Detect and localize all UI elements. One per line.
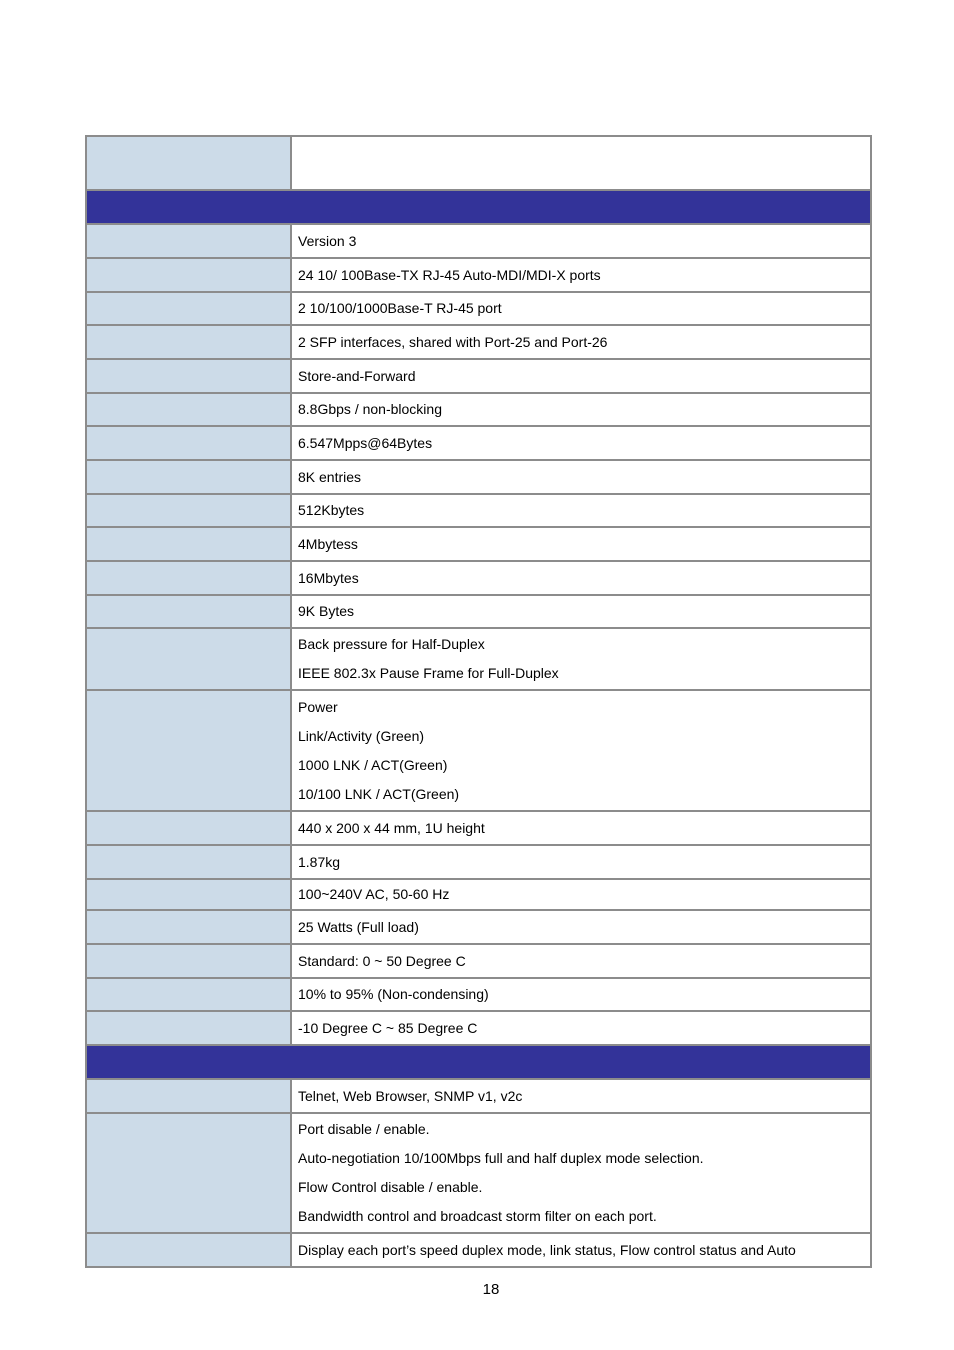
section-header-row — [86, 190, 871, 224]
spec-value-line: -10 Degree C ~ 85 Degree C — [298, 1019, 478, 1036]
spec-value-line: IEEE 802.3x Pause Frame for Full-Duplex — [298, 665, 559, 681]
spec-value-cell — [291, 292, 871, 325]
spec-label-cell — [86, 494, 291, 527]
spec-value-line: 2 10/100/1000Base-T RJ-45 port — [298, 300, 502, 316]
spec-label-cell — [86, 460, 291, 494]
spec-row — [86, 393, 871, 426]
spec-row — [86, 1233, 871, 1267]
spec-value-line: Power — [298, 698, 338, 715]
spec-label-cell — [86, 1079, 291, 1113]
spec-row — [86, 426, 871, 460]
spec-value-cell — [291, 879, 871, 910]
spec-value-line: Display each port’s speed duplex mode, link status, Flow control status and Auto — [298, 1241, 796, 1258]
spec-label-cell — [86, 258, 291, 292]
spec-row — [86, 460, 871, 494]
spec-value-cell — [291, 1011, 871, 1045]
spec-value-cell — [291, 494, 871, 527]
spec-value-line: Version 3 — [298, 232, 357, 249]
spec-row — [86, 811, 871, 845]
spec-label-cell — [86, 359, 291, 393]
spec-label-cell — [86, 426, 291, 460]
section-header-bar — [86, 190, 871, 224]
spec-value-cell — [291, 1079, 871, 1113]
spec-row — [86, 325, 871, 359]
spec-value-cell — [291, 561, 871, 595]
spec-label-cell — [86, 136, 291, 190]
spec-label-cell — [86, 393, 291, 426]
spec-row — [86, 359, 871, 393]
spec-value-cell — [291, 258, 871, 292]
spec-value-cell — [291, 1233, 871, 1267]
spec-value-line: 1.87kg — [298, 853, 341, 870]
spec-value-line: 10/100 LNK / ACT(Green) — [298, 785, 460, 802]
spec-value-cell — [291, 325, 871, 359]
spec-row — [86, 1113, 871, 1233]
spec-row — [86, 628, 871, 690]
spec-value-cell — [291, 811, 871, 845]
spec-row — [86, 1011, 871, 1045]
page-number: 18 — [482, 1281, 500, 1298]
spec-value-cell — [291, 690, 871, 811]
spec-value-cell — [291, 359, 871, 393]
spec-value-cell — [291, 1113, 871, 1233]
spec-value-line: 24 10/ 100Base-TX RJ-45 Auto-MDI/MDI-X ports — [298, 266, 601, 283]
spec-value-line: 25 Watts (Full load) — [298, 918, 419, 935]
spec-label-cell — [86, 292, 291, 325]
spec-label-cell — [86, 944, 291, 978]
spec-label-cell — [86, 978, 291, 1011]
spec-value-line: Auto-negotiation 10/100Mbps full and half duplex mode selection. — [298, 1150, 704, 1166]
spec-value-line: Store-and-Forward — [298, 367, 416, 384]
spec-value-cell — [291, 944, 871, 978]
spec-row — [86, 527, 871, 561]
spec-label-cell — [86, 845, 291, 879]
section-header-bar — [86, 1045, 871, 1079]
spec-value-cell — [291, 393, 871, 426]
spec-value-cell — [291, 845, 871, 879]
spec-value-cell — [291, 910, 871, 944]
spec-label-cell — [86, 811, 291, 845]
spec-value-cell — [291, 426, 871, 460]
spec-value-line: 10% to 95% (Non-condensing) — [298, 986, 489, 1002]
spec-value-line: 4Mbytess — [298, 535, 358, 552]
spec-row — [86, 494, 871, 527]
specification-table — [85, 135, 872, 1268]
spec-label-cell — [86, 879, 291, 910]
spec-value-line: 100~240V AC, 50-60 Hz — [298, 886, 450, 902]
spec-label-cell — [86, 690, 291, 811]
spec-value-line: 1000 LNK / ACT(Green) — [298, 756, 448, 773]
spec-row — [86, 978, 871, 1011]
spec-label-cell — [86, 224, 291, 258]
spec-value-line: 6.547Mpps@64Bytes — [298, 434, 433, 451]
spec-value-line: 8K entries — [298, 468, 362, 485]
spec-value-line: 16Mbytes — [298, 569, 359, 586]
spec-value-line: Standard: 0 ~ 50 Degree C — [298, 952, 466, 969]
spec-value-line: Flow Control disable / enable. — [298, 1179, 483, 1195]
spec-row — [86, 1079, 871, 1113]
spec-row — [86, 910, 871, 944]
spec-row — [86, 224, 871, 258]
spec-value-line: 440 x 200 x 44 mm, 1U height — [298, 819, 485, 836]
spec-value-line: Bandwidth control and broadcast storm filter on each port. — [298, 1208, 657, 1224]
spec-label-cell — [86, 325, 291, 359]
spec-label-cell — [86, 910, 291, 944]
spec-value-cell — [291, 136, 871, 190]
spec-label-cell — [86, 1011, 291, 1045]
spec-label-cell — [86, 561, 291, 595]
spec-label-cell — [86, 1113, 291, 1233]
spec-value-line: Port disable / enable. — [298, 1121, 430, 1137]
spec-row — [86, 561, 871, 595]
spec-label-cell — [86, 628, 291, 690]
spec-row — [86, 136, 871, 190]
spec-value-line: 8.8Gbps / non-blocking — [298, 401, 442, 417]
spec-value-line: 512Kbytes — [298, 502, 365, 518]
spec-row — [86, 258, 871, 292]
spec-row — [86, 879, 871, 910]
spec-value-line: Link/Activity (Green) — [298, 727, 425, 744]
spec-value-line: 9K Bytes — [298, 603, 355, 619]
spec-row — [86, 690, 871, 811]
spec-value-line: Back pressure for Half-Duplex — [298, 636, 485, 652]
spec-value-cell — [291, 628, 871, 690]
spec-value-cell — [291, 978, 871, 1011]
spec-row — [86, 292, 871, 325]
section-header-row — [86, 1045, 871, 1079]
spec-value-line: 2 SFP interfaces, shared with Port-25 and Port-26 — [298, 333, 608, 350]
spec-value-cell — [291, 460, 871, 494]
spec-value-cell — [291, 224, 871, 258]
spec-value-cell — [291, 527, 871, 561]
spec-label-cell — [86, 595, 291, 628]
specification-table-body — [86, 136, 871, 1267]
spec-row — [86, 845, 871, 879]
spec-label-cell — [86, 527, 291, 561]
spec-label-cell — [86, 1233, 291, 1267]
spec-row — [86, 595, 871, 628]
spec-value-cell — [291, 595, 871, 628]
spec-row — [86, 944, 871, 978]
spec-value-line: Telnet, Web Browser, SNMP v1, v2c — [298, 1087, 523, 1104]
